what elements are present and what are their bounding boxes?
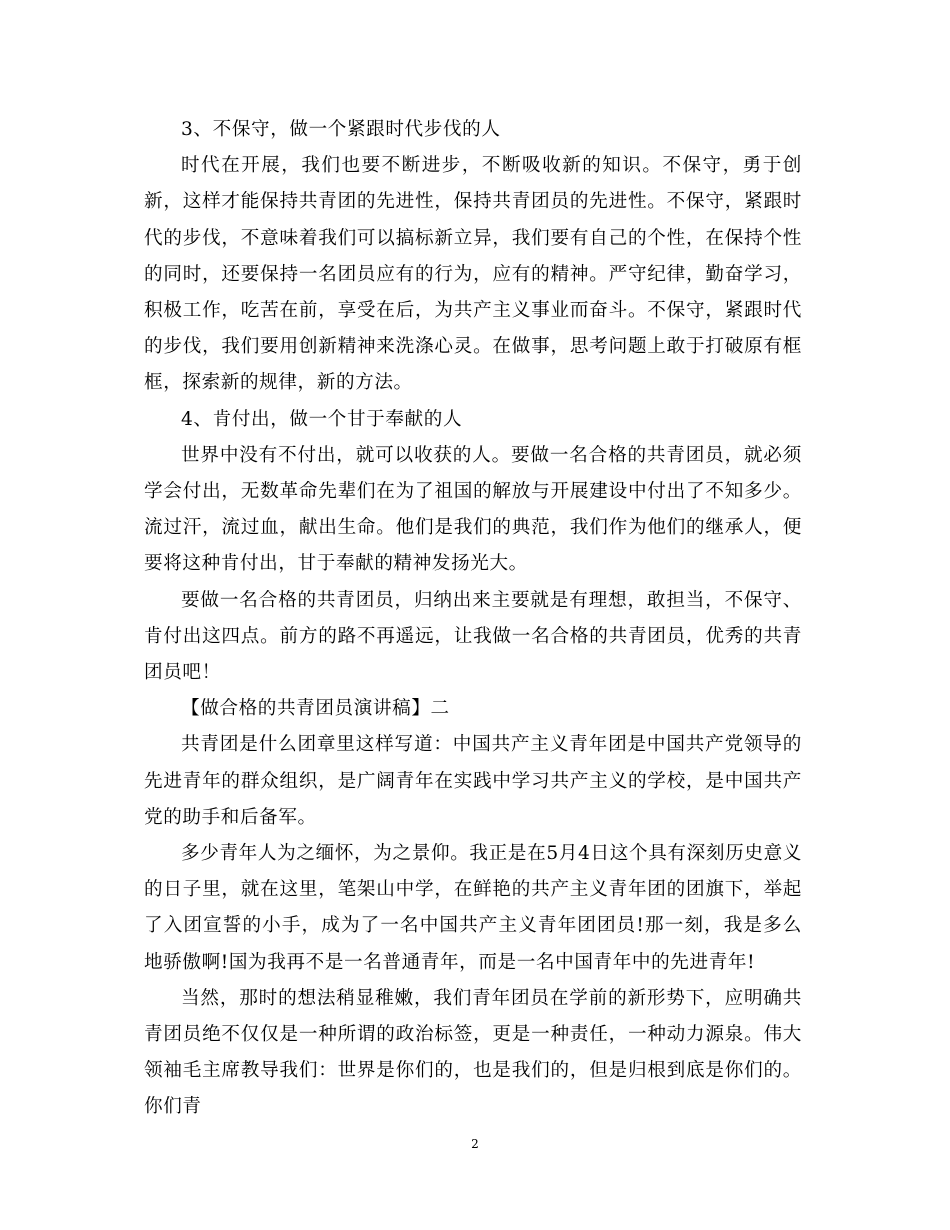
section-heading-4: 4、肯付出，做一个甘于奉献的人 — [181, 408, 463, 430]
document-body — [144, 112, 802, 1126]
body-paragraph: 要做一名合格的共青团员，归纳出来主要就是有理想，敢担当，不保守、肯付出这四点。前方的路不再遥远，让我做一名合格的共青团员，优秀的共青团员吧！ — [144, 589, 802, 684]
body-paragraph: 共青团是什么团章里这样写道：中国共产主义青年团是中国共产党领导的先进青年的群众组织，是广阔青年在实践中学习共产主义的学校，是中国共产党的助手和后备军。 — [144, 734, 802, 828]
speech-title: 【做合格的共青团员演讲稿】二 — [181, 698, 450, 720]
body-paragraph: 当然，那时的想法稍显稚嫩，我们青年团员在学前的新形势下，应明确共青团员绝不仅仅是一种所谓的政治标签，更是一种责任，一种动力源泉。伟大领袖毛主席教导我们：世界是你们的，也是我们的，但是归根到底是你们的。你们青 — [144, 987, 802, 1118]
body-paragraph: 时代在开展，我们也要不断进步，不断吸收新的知识。不保守，勇于创新，这样才能保持共青团的先进性，保持共青团员的先进性。不保守，紧跟时代的步伐，不意味着我们可以搞标新立异，我们要有自己的个性，在保持个性的同时，还要保持一名团员应有的行为，应有的精神。严守纪律，勤奋学习，积极工作，吃苦在前，享受在后，为共产主义事业而奋斗。不保守，紧跟时代的步伐，我们要用创新精神来洗涤心灵。在做事，思考问题上敢于打破原有框框，探索新的规律，新的方法。 — [144, 155, 802, 394]
page-number: 2 — [471, 1137, 479, 1151]
body-paragraph: 多少青年人为之缅怀，为之景仰。我正是在5月4日这个具有深刻历史意义的日子里，就在这里，笔架山中学，在鲜艳的共产主义青年团的团旗下，举起了入团宣誓的小手，成为了一名中国共产主义青年团团员!那一刻，我是多么地骄傲啊!国为我再不是一名普通青年，而是一名中国青年中的先进青年! — [144, 843, 802, 973]
section-heading-3: 3、不保守，做一个紧跟时代步伐的人 — [181, 119, 501, 140]
body-paragraph: 世界中没有不付出，就可以收获的人。要做一名合格的共青团员，就必须学会付出，无数革命先辈们在为了祖国的解放与开展建设中付出了不知多少。流过汗，流过血，献出生命。他们是我们的典范，我们作为他们的继承人，便要将这种肯付出，甘于奉献的精神发扬光大。 — [144, 444, 802, 575]
